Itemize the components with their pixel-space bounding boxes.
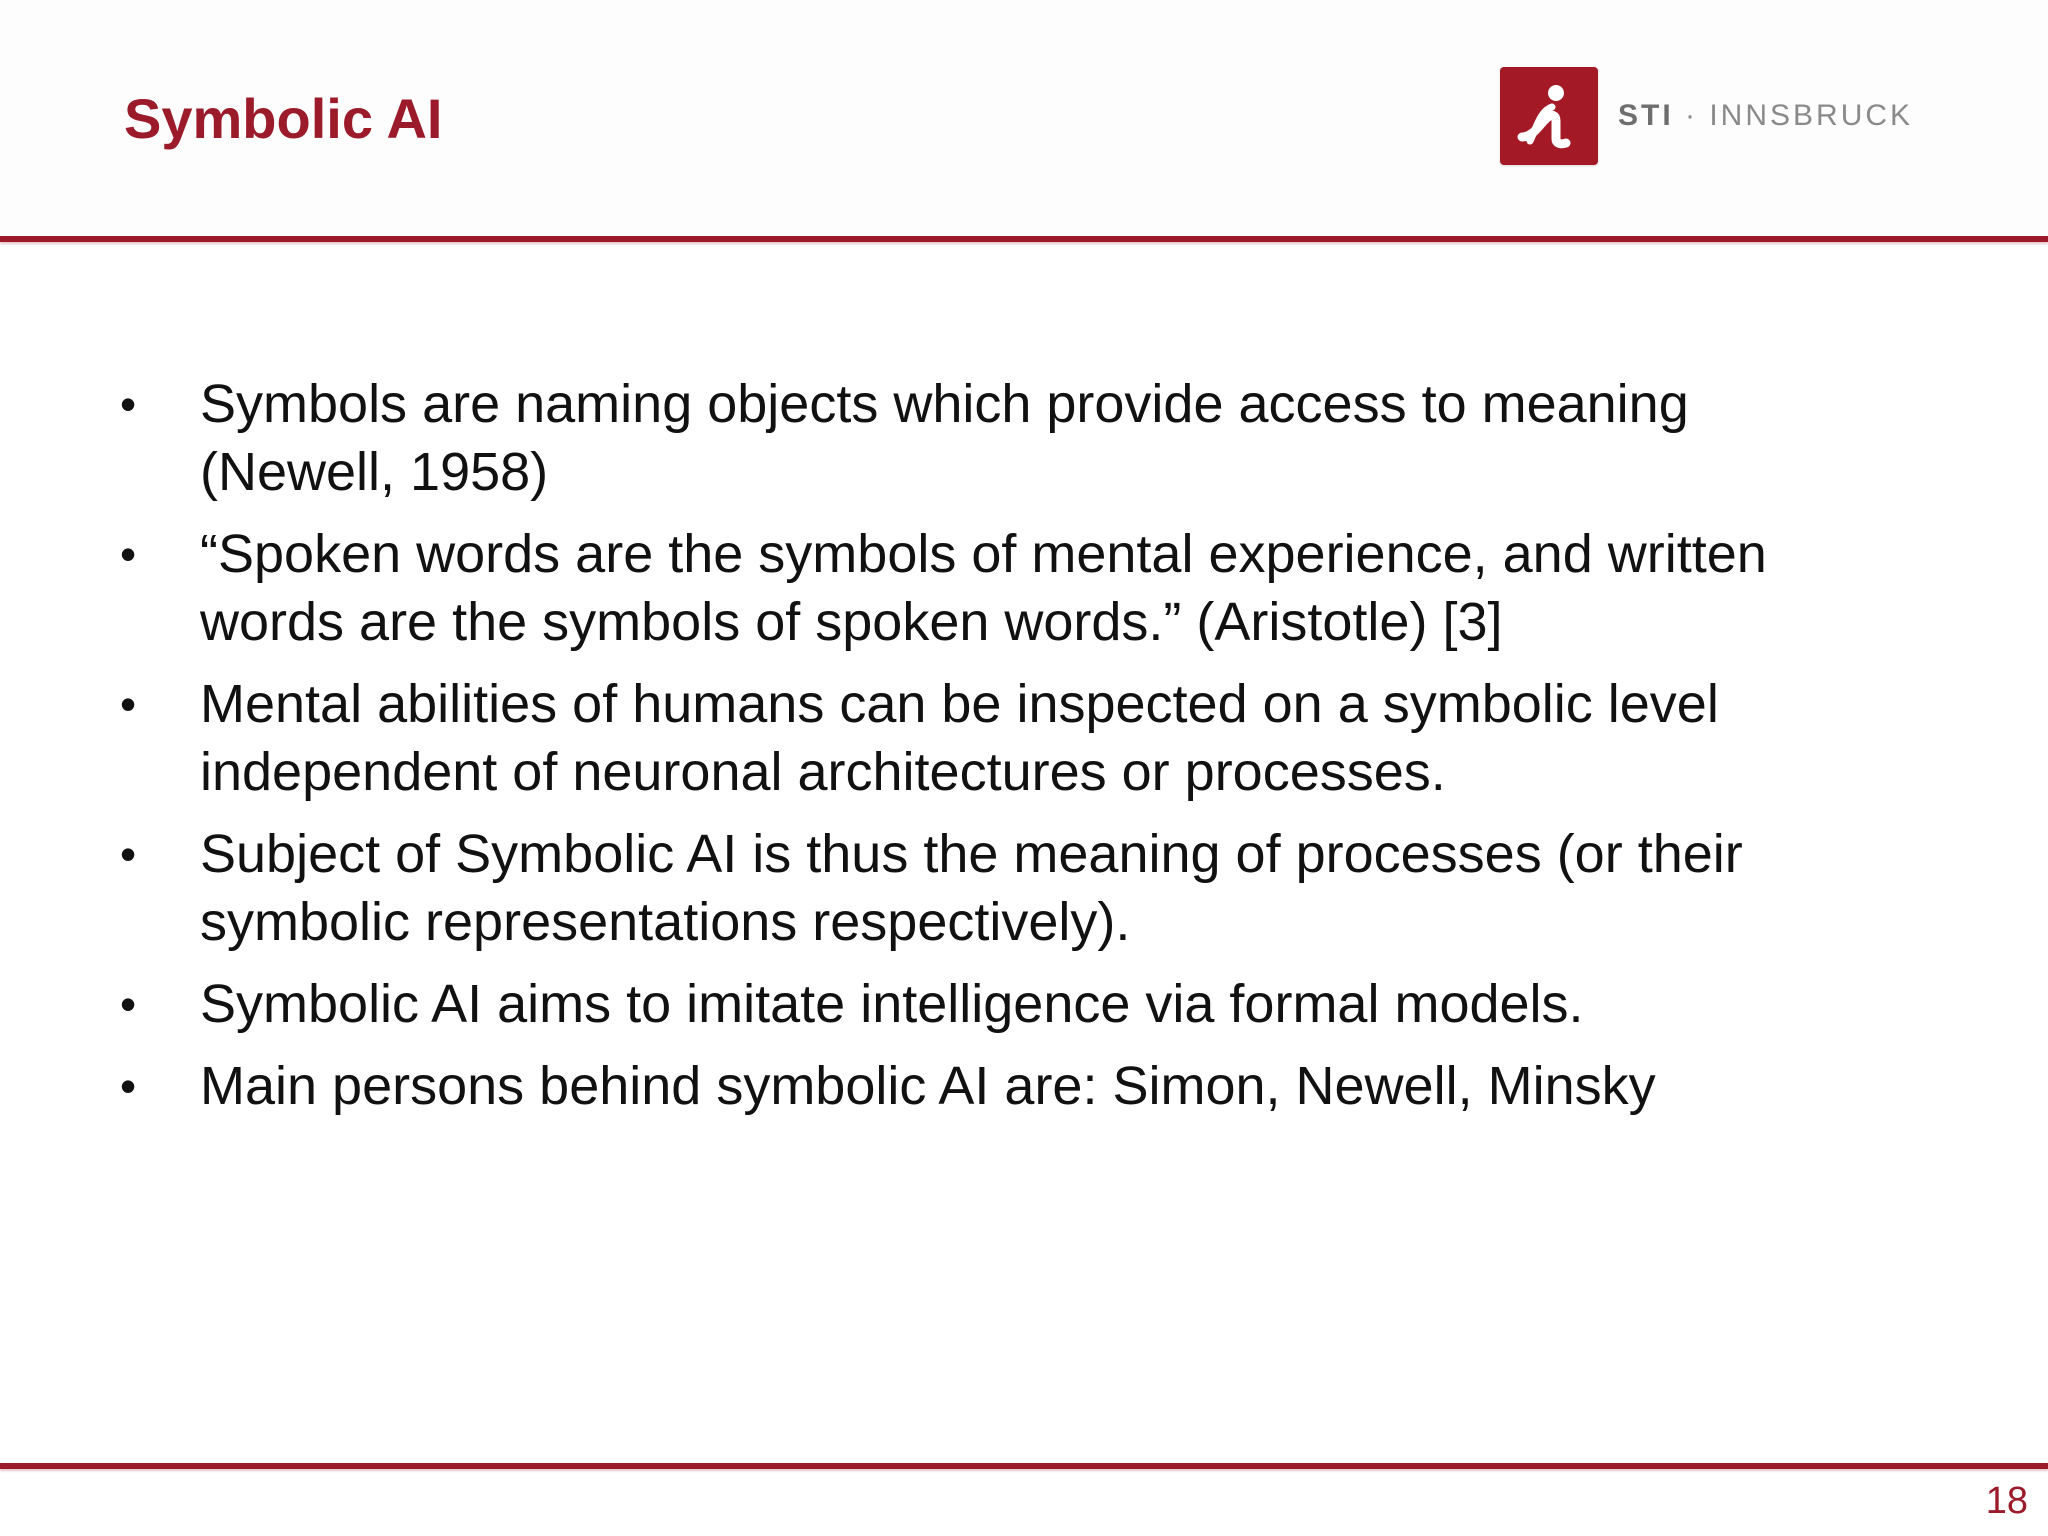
bullet-text <box>200 370 1920 506</box>
bullet-line: Symbolic AI aims to imitate intelligence via formal models. <box>200 974 1584 1034</box>
bullet-text <box>200 520 1920 656</box>
bullet-list <box>120 370 1920 1134</box>
sti-logo-icon <box>1500 67 1598 165</box>
bullet-text <box>200 1052 1920 1120</box>
header-divider <box>0 236 2048 242</box>
bullet-marker: • <box>120 828 137 880</box>
bullet-item <box>120 820 1920 956</box>
bullet-item <box>120 520 1920 656</box>
sti-innsbruck-logo <box>1500 66 1913 166</box>
logo-separator: · <box>1673 99 1710 132</box>
bullet-marker: • <box>120 378 137 430</box>
footer-divider <box>0 1463 2048 1469</box>
bullet-marker: • <box>120 678 137 730</box>
sti-logo-glyph <box>1500 67 1598 165</box>
bullet-line: words are the symbols of spoken words.” (Aristotle) [3] <box>200 592 1503 652</box>
logo-brand-rest: INNSBRUCK <box>1709 99 1914 132</box>
bullet-marker: • <box>120 1060 137 1112</box>
bullet-line: Subject of Symbolic AI is thus the meaning of processes (or their <box>200 824 1743 884</box>
bullet-line: Main persons behind symbolic AI are: Simon, Newell, Minsky <box>200 1056 1656 1116</box>
bullet-text <box>200 670 1920 806</box>
bullet-text <box>200 970 1920 1038</box>
bullet-item <box>120 670 1920 806</box>
bullet-line: Symbols are naming objects which provide access to meaning <box>200 374 1689 434</box>
bullet-marker: • <box>120 978 137 1030</box>
slide-title: Symbolic AI <box>124 87 443 150</box>
bullet-line: symbolic representations respectively). <box>200 892 1131 952</box>
bullet-item <box>120 970 1920 1038</box>
bullet-line: (Newell, 1958) <box>200 442 549 502</box>
bullet-item <box>120 370 1920 506</box>
logo-wordmark <box>1618 99 1913 133</box>
bullet-line: “Spoken words are the symbols of mental experience, and written <box>200 524 1767 584</box>
bullet-line: Mental abilities of humans can be inspected on a symbolic level <box>200 674 1719 734</box>
bullet-item <box>120 1052 1920 1120</box>
bullet-marker: • <box>120 528 137 580</box>
logo-brand-bold: STI <box>1618 99 1674 132</box>
bullet-line: independent of neuronal architectures or processes. <box>200 742 1446 802</box>
page-number: 18 <box>1985 1480 2028 1522</box>
bullet-text <box>200 820 1920 956</box>
